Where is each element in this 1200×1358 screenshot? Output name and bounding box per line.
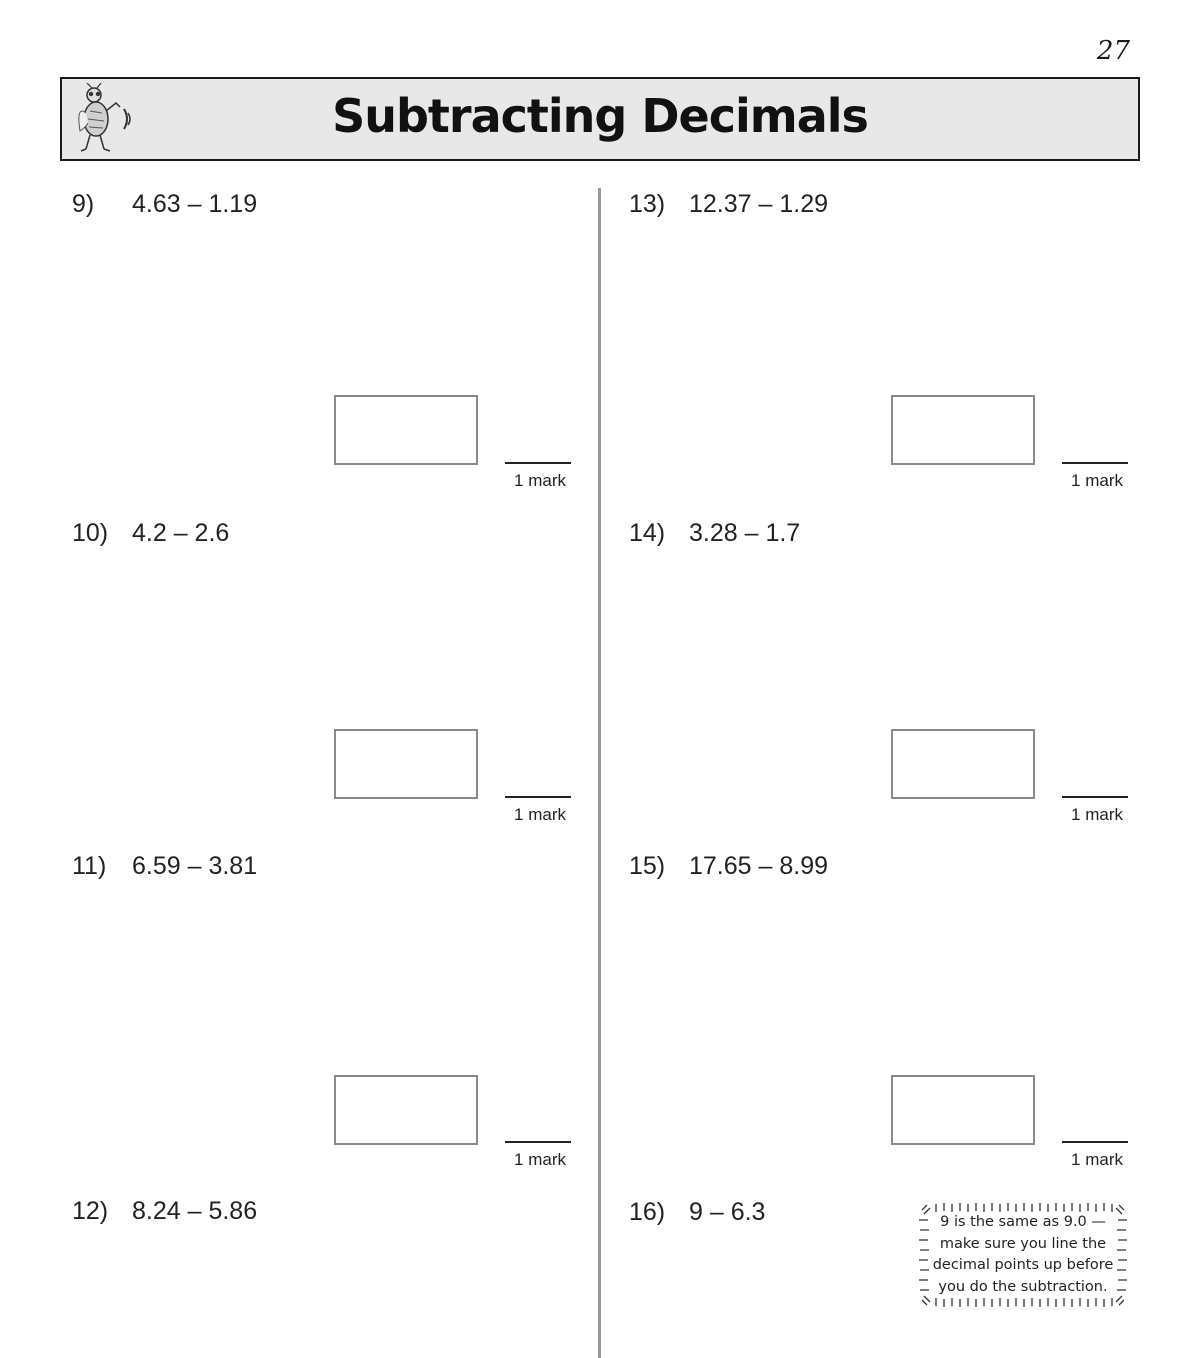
question-13 [629,190,828,219]
question-10 [72,519,229,548]
mark-line [505,796,571,798]
question-text: 17.65 – 8.99 [689,852,829,880]
question-text: 9 – 6.3 [689,1198,766,1226]
mark-line [1062,462,1128,464]
question-number: 16) [629,1198,666,1226]
question-number: 13) [629,190,666,218]
question-number: 9) [72,190,95,218]
question-text: 4.63 – 1.19 [132,190,258,218]
hint-line: you do the subtraction. [938,1278,1108,1295]
hint-line: decimal points up before [932,1257,1114,1273]
mark-line [505,462,571,464]
hint-line: make sure you line the [939,1235,1107,1252]
question-number: 15) [629,852,666,880]
answer-box[interactable] [891,729,1035,799]
mark-line [1062,1141,1128,1143]
column-divider [598,188,601,1358]
page-number: 27 [1096,36,1130,66]
answer-box[interactable] [891,1075,1035,1145]
mark-label: 1 mark [1071,805,1123,824]
page-title: Subtracting Decimals [332,89,868,143]
question-text: 12.37 – 1.29 [689,190,829,218]
question-9 [72,190,257,219]
hint-line: 9 is the same as 9.0 — [940,1214,1106,1230]
mark-label: 1 mark [514,805,566,824]
question-text: 3.28 – 1.7 [689,519,801,547]
question-number: 12) [72,1197,109,1225]
question-14 [629,519,800,548]
question-15 [629,852,828,881]
mark-label: 1 mark [514,471,566,490]
mark-line [505,1141,571,1143]
mark-label: 1 mark [514,1150,566,1169]
hint-text [930,1212,1116,1298]
answer-box[interactable] [334,1075,478,1145]
title-banner [60,77,1140,161]
question-number: 14) [629,519,666,547]
mark-label: 1 mark [1071,471,1123,490]
question-number: 10) [72,519,109,547]
question-text: 4.2 – 2.6 [132,519,230,547]
question-12 [72,1197,257,1226]
question-11 [72,852,257,881]
mark-label: 1 mark [1071,1150,1123,1169]
answer-box[interactable] [891,395,1035,465]
question-text: 6.59 – 3.81 [132,852,258,880]
question-16 [629,1198,765,1227]
question-text: 8.24 – 5.86 [132,1197,258,1225]
answer-box[interactable] [334,729,478,799]
mark-line [1062,796,1128,798]
hint-callout [918,1200,1128,1310]
question-number: 11) [72,852,107,880]
answer-box[interactable] [334,395,478,465]
